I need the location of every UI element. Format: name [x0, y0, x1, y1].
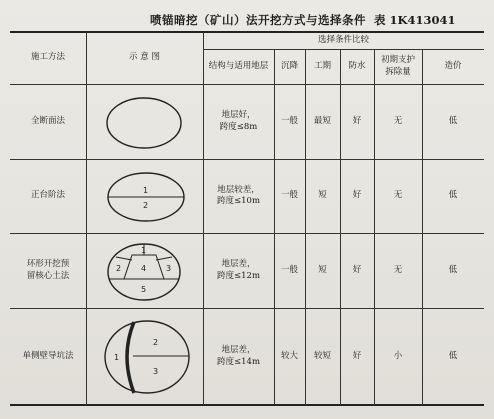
arch-divider: [116, 257, 132, 260]
removal-cell: 无: [393, 190, 403, 201]
side-drift-diagram: [86, 308, 203, 405]
structure-cell: 地层较差， 跨度≤10m: [217, 184, 260, 206]
duration-cell: 短: [318, 264, 327, 275]
removal-cell: 无: [393, 264, 403, 275]
settlement-cell: 一般: [280, 264, 298, 275]
header-compare-group: 选择条件比较: [317, 34, 369, 45]
arch-divider: [156, 257, 172, 260]
structure-cell: 地层差， 跨度≤12m: [217, 259, 260, 281]
header-cost: 造价: [444, 60, 462, 71]
duration-cell: 短: [318, 190, 327, 201]
diagram-label: 2: [116, 264, 122, 273]
cost-cell: 低: [448, 350, 458, 361]
method-cell: 正台阶法: [30, 190, 65, 201]
structure-cell: 地层好， 跨度≤8m: [219, 110, 258, 132]
diagram-label: 2: [143, 201, 149, 210]
table-code: 表 1K413041: [374, 13, 456, 27]
waterproof-cell: 好: [352, 190, 362, 201]
settlement-cell: 较大: [280, 350, 298, 361]
full-face-diagram: [86, 84, 203, 159]
ring-core-diagram: [86, 233, 203, 308]
method-cell: 全断面法: [30, 115, 65, 126]
diagram-label: 3: [153, 367, 159, 376]
method-cell: 环形开挖预 留核心土法: [26, 259, 70, 281]
settlement-cell: 一般: [280, 190, 298, 201]
cost-cell: 低: [448, 115, 458, 126]
diagram-label: 5: [141, 285, 147, 294]
removal-cell: 小: [393, 350, 403, 361]
diagram-label: 2: [153, 338, 159, 347]
diagram-label: 4: [141, 264, 147, 273]
method-cell: 单侧壁导坑法: [22, 350, 74, 361]
header-structure: 结构与适用地层: [208, 60, 269, 71]
waterproof-cell: 好: [352, 350, 362, 361]
header-method: 施工方法: [30, 52, 65, 63]
tunnel-outline: [107, 98, 181, 148]
bench-diagram: [86, 159, 203, 233]
waterproof-cell: 好: [352, 115, 362, 126]
duration-cell: 较短: [313, 350, 331, 361]
duration-cell: 最短: [313, 115, 331, 126]
settlement-cell: 一般: [280, 115, 298, 126]
table-title: 喷锚暗挖（矿山）法开挖方式与选择条件: [150, 13, 366, 27]
structure-cell: 地层差， 跨度≤14m: [217, 345, 260, 367]
header-settlement: 沉降: [280, 60, 298, 71]
removal-cell: 无: [393, 115, 403, 126]
waterproof-cell: 好: [352, 264, 362, 275]
header-waterproof: 防水: [348, 60, 366, 71]
header-removal: 初期支护 拆除量: [380, 55, 415, 77]
diagram-label: 1: [114, 353, 120, 362]
cost-cell: 低: [448, 190, 458, 201]
diagram-label: 1: [143, 186, 149, 195]
diagram-label: 1: [141, 246, 147, 255]
cost-cell: 低: [448, 264, 458, 275]
header-duration: 工期: [313, 60, 331, 71]
table-title-row: [0, 12, 494, 32]
header-diagram: 示 意 图: [129, 52, 160, 63]
diagram-label: 3: [166, 264, 172, 273]
side-wall-pilot: [127, 322, 134, 393]
